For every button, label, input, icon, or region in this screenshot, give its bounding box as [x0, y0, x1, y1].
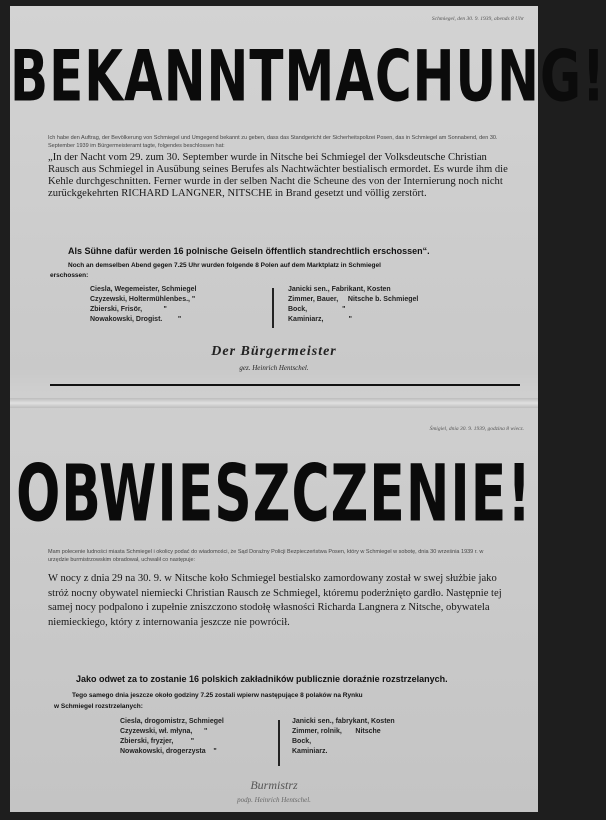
polish-intro: Mam polecenie ludności miasta Schmiegel i okolicy podać do wiadomości, że Sąd Doraźny Policji Bezpieczeństwa Posen, który w Schmiegel w sobotę, dnia 30 września 1939 r. w urzędzie burmistrzowskim obradował, uchwalił co następuje:: [48, 549, 484, 563]
list-item: Zbierski, Frisör, ": [90, 306, 167, 313]
paper-fold: [10, 398, 538, 408]
list-item: Czyzewski, Holtermühlenbes., ": [90, 296, 196, 303]
polish-dateline: Śmigiel, dnia 30. 9. 1939, godzina 8 wiecz.: [429, 426, 524, 432]
section-divider: [50, 384, 520, 386]
polish-signature: Burmistrz: [250, 778, 298, 792]
polish-verdict: Jako odwet za to zostanie 16 polskich zakładników publicznie doraźnie rozstrzelanych.: [76, 674, 448, 684]
column-divider: [272, 288, 274, 328]
list-item: Bock,: [292, 738, 312, 745]
polish-followup-line1: Tego samego dnia jeszcze około godziny 7.25 zostali wpierw następujące 8 polaków na Rynku: [72, 692, 363, 699]
list-item: Ciesla, drogomistrz, Schmiegel: [120, 718, 224, 725]
poster: [10, 6, 606, 812]
german-signature: Der Bürgermeister: [211, 344, 337, 359]
polish-signature-name: podp. Heinrich Hentschel.: [237, 796, 311, 804]
polish-body: W nocy z dnia 29 na 30. 9. w Nitsche koło Schmiegel bestialsko zamordowany został w swej służbie jako stróż nocny obywatel niemiecki Christian Rausch ze Schmiegel, któremu poderżnięto gardło. Następnie tej samej nocy podpalono i zupełnie zniszczono stodołę własności Richarda Langnera z Nitsche, obywatela niemieckiego, który z internowania jeszcze nie powrócił.: [48, 573, 502, 628]
list-item: Janicki sen., Fabrikant, Kosten: [288, 286, 391, 293]
polish-followup-line2: w Schmiegel rozstrzelanych:: [54, 703, 143, 710]
german-headline: BEKANNTMACHUNG!: [10, 36, 606, 118]
polish-names-right: [292, 718, 395, 758]
list-item: Ciesla, Wegemeister, Schmiegel: [90, 286, 197, 293]
list-item: Kaminiarz.: [292, 748, 328, 755]
list-item: Zimmer, rolnik, Nitsche: [292, 728, 381, 735]
german-dateline: Schmiegel, den 30. 9. 1939, abends 8 Uhr: [431, 16, 524, 22]
german-intro: Ich habe den Auftrag, der Bevölkerung von Schmiegel und Umgegend bekannt zu geben, dass das Standgericht der Sicherheitspolizei Posen, das in Schmiegel am Sonnabend, den 30. September 1939 im Bürgermeisteramt tagte, folgendes beschlossen hat:: [48, 135, 498, 149]
list-item: Nowakowski, Drogist. ": [90, 316, 182, 323]
german-names-left: [90, 286, 196, 326]
polish-headline: OBWIESZCZENIE!: [16, 450, 532, 540]
german-followup-line1: Noch an demselben Abend gegen 7.25 Uhr wurden folgende 8 Polen auf dem Marktplatz in Schmiegel: [68, 262, 381, 269]
german-names-right: [288, 286, 418, 326]
list-item: Zbierski, fryzjer, ": [120, 738, 195, 745]
german-verdict: Als Sühne dafür werden 16 polnische Geiseln öffentlich standrechtlich erschossen“.: [68, 246, 430, 256]
list-item: Nowakowski, drogerzysta ": [120, 748, 217, 755]
german-signature-name: gez. Heinrich Hentschel.: [239, 364, 309, 372]
german-followup-line2: erschossen:: [50, 272, 89, 279]
list-item: Kaminiarz, ": [288, 316, 353, 323]
list-item: Bock, ": [288, 306, 346, 313]
list-item: Czyzewski, wł. młyna, ": [120, 728, 208, 735]
german-body: „In der Nacht vom 29. zum 30. September wurde in Nitsche bei Schmiegel der Volksdeutsche Christian Rausch aus Schmiegel in Ausübung seines Berufes als Nachtwächter bestialisch ermordet. Es wurde ihm die Kehle durchgeschnitten. Ferner wurde in der selben Nacht die Scheune des von der Internierung noch nicht zurückgekehrten RICHARD LANGNER, NITSCHE in Brand gesetzt und völlig zerstört.: [48, 152, 508, 199]
list-item: Zimmer, Bauer, Nitsche b. Schmiegel: [288, 296, 419, 303]
list-item: Janicki sen., fabrykant, Kosten: [292, 718, 395, 725]
column-divider: [278, 720, 280, 766]
polish-names-left: [120, 718, 224, 758]
